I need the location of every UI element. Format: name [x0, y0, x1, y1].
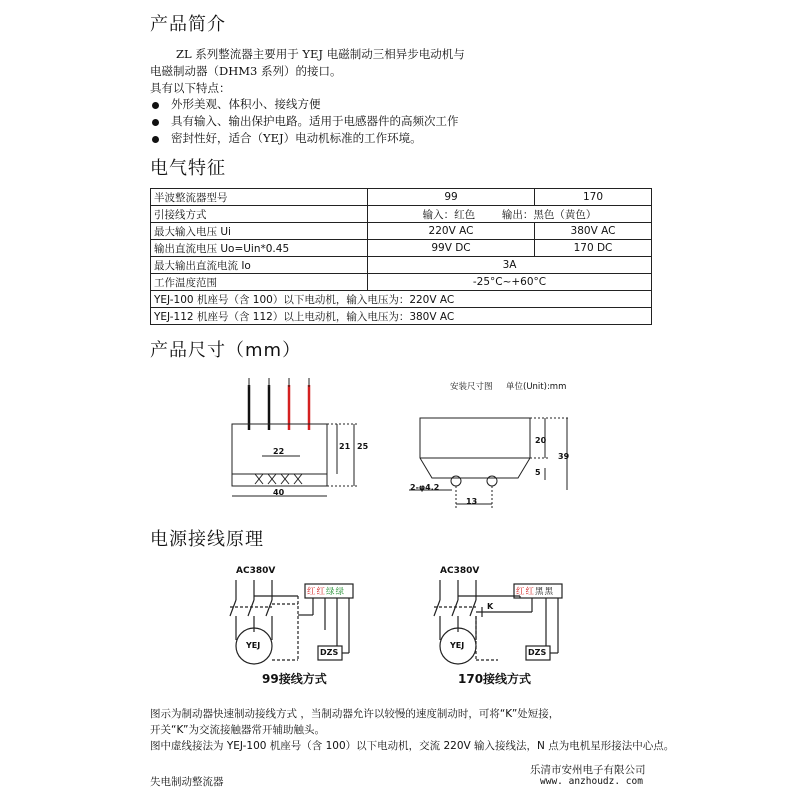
caption-170: 170接线方式 — [458, 672, 532, 686]
mount-outline — [420, 418, 530, 478]
terminal-colors-170 — [516, 585, 554, 597]
color-green: 绿 — [335, 587, 346, 597]
motor-label-170: YEJ — [450, 641, 465, 650]
spec-label: 引接线方式 — [151, 206, 368, 223]
dim-5-label: 5 — [535, 468, 541, 477]
bullet-text: 具有输入、输出保护电路。适用于电感器件的高频次工作 — [171, 114, 459, 128]
color-black: 黑 — [535, 587, 545, 597]
contact — [452, 600, 458, 616]
color-black: 黑 — [544, 587, 555, 597]
product-name: 失电制动整流器 — [150, 776, 224, 788]
hole-label: 2-φ4.2 — [410, 483, 440, 492]
spec-label: 半波整流器型号 — [151, 189, 368, 206]
k-label: K — [487, 602, 494, 611]
dims-caption: 安装尺寸图 单位(Unit):mm — [450, 382, 567, 392]
dim-39-label: 39 — [558, 452, 570, 461]
contact — [266, 600, 272, 616]
spec-value: 99 — [368, 189, 535, 206]
contact — [434, 600, 440, 616]
intro-line3: 具有以下特点： — [150, 81, 231, 95]
spec-value: 220V AC — [368, 223, 535, 240]
spec-label: 输出直流电压 Uo=Uin*0.45 — [151, 240, 368, 257]
dim-25-label: 25 — [357, 442, 369, 451]
dim-21-label: 21 — [339, 442, 351, 451]
color-green: 绿 — [326, 587, 336, 597]
spec-label: 最大输入电压 Ui — [151, 223, 368, 240]
mount-view-drawing — [409, 418, 570, 508]
dim-22-label: 22 — [273, 447, 285, 456]
dims-title: 产品尺寸（mm） — [150, 340, 302, 361]
spec-value: 170 — [535, 189, 652, 206]
spec-value: -25°C~+60°C — [368, 274, 652, 291]
contact — [248, 600, 254, 616]
wiring-title: 电源接线原理 — [150, 529, 264, 550]
spec-value: 3A — [368, 257, 652, 274]
ac-label-170: AC380V — [440, 566, 480, 576]
input-color: 输入：红色 — [422, 208, 476, 221]
dim-13-label: 13 — [466, 497, 478, 506]
caption-99: 99接线方式 — [262, 672, 327, 686]
spec-title: 电气特征 — [150, 158, 226, 179]
terminal-marks — [255, 474, 302, 484]
note-2: 开关“K”为交流接触器常开辅助触头。 — [150, 724, 325, 736]
company-name: 乐清市安州电子有限公司 — [530, 764, 646, 776]
spec-value: 170 DC — [535, 240, 652, 257]
spec-value: 380V AC — [535, 223, 652, 240]
spec-note: YEJ-100 机座号（含 100）以下电动机，输入电压为：220V AC — [151, 291, 652, 308]
side-view-drawing — [232, 378, 358, 496]
bullet-text: 密封性好，适合（YEJ）电动机标准的工作环境。 — [171, 131, 422, 145]
note-1: 图示为制动器快速制动接线方式 ，当制动器允许以较慢的速度制动时，可将“K”处短接， — [150, 708, 560, 720]
bullet-text: 外形美观、体积小、接线方便 — [171, 97, 321, 111]
dim-40-label: 40 — [273, 488, 285, 497]
brake-label-99: DZS — [320, 648, 339, 657]
color-red: 红 — [516, 587, 526, 597]
brake-label-170: DZS — [528, 648, 547, 657]
motor-label-99: YEJ — [246, 641, 261, 650]
company-url[interactable]: www. anzhoudz. com — [540, 776, 643, 787]
intro-line2: 电磁制动器（DHM3 系列）的接口。 — [150, 64, 342, 78]
dim-20-label: 20 — [535, 436, 547, 445]
spec-note: YEJ-112 机座号（含 112）以上电动机，输入电压为：380V AC — [151, 308, 652, 325]
contact — [470, 600, 476, 616]
intro-line1: ZL 系列整流器主要用于 YEJ 电磁制动三相异步电动机与 — [176, 47, 465, 61]
color-red: 红 — [316, 587, 327, 597]
contact — [230, 600, 236, 616]
intro-title: 产品简介 — [150, 14, 226, 35]
output-color: 输出：黑色（黄色） — [501, 208, 597, 221]
spec-value: 99V DC — [368, 240, 535, 257]
note-3: 图中虚线接法为 YEJ-100 机座号（含 100）以下电动机，交流 220V 输入接线法，N 点为电机星形接法中心点。 — [150, 740, 675, 752]
terminal-colors-99 — [307, 585, 345, 597]
spec-label: 工作温度范围 — [151, 274, 368, 291]
color-red: 红 — [525, 587, 536, 597]
ac-label-99: AC380V — [236, 566, 276, 576]
spec-label: 最大输出直流电流 Io — [151, 257, 368, 274]
color-red: 红 — [307, 587, 317, 597]
